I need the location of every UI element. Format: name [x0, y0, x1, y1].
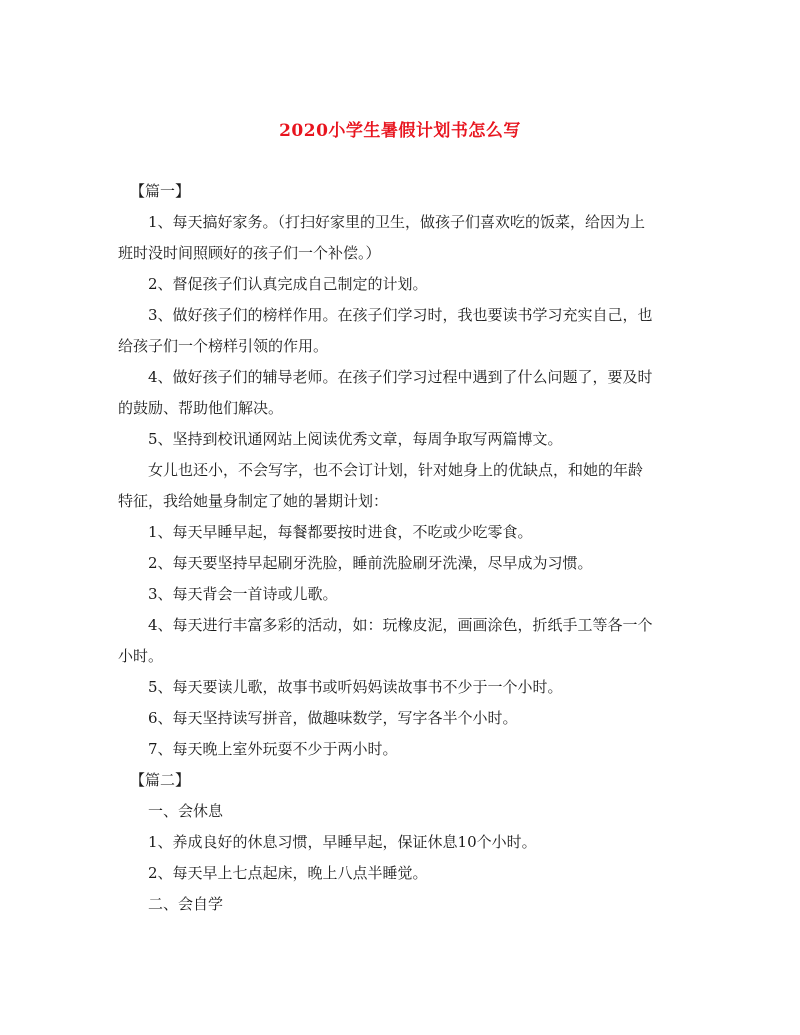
paragraph-line: 2、督促孩子们认真完成自己制定的计划。	[148, 275, 428, 293]
section-heading: 【篇二】	[130, 771, 191, 789]
paragraph-line: 4、每天进行丰富多彩的活动，如：玩橡皮泥，画画涂色，折纸手工等各一个	[148, 616, 653, 634]
paragraph-line: 班时没时间照顾好的孩子们一个补偿。）	[118, 244, 381, 262]
document-body	[118, 176, 684, 920]
paragraph-line: 女儿也还小，不会写字，也不会订计划，针对她身上的优缺点，和她的年龄	[148, 461, 644, 479]
paragraph-line: 1、每天搞好家务。（打扫好家里的卫生，做孩子们喜欢吃的饭菜，给因为上	[148, 213, 646, 231]
paragraph-line: 2、每天要坚持早起刷牙洗脸，睡前洗脸刷牙洗澡，尽早成为习惯。	[148, 554, 593, 572]
paragraph-line: 1、养成良好的休息习惯，早睡早起，保证休息10个小时。	[148, 833, 537, 851]
paragraph-line: 特征，我给她量身制定了她的暑期计划：	[118, 492, 389, 510]
paragraph-line: 的鼓励、帮助他们解决。	[118, 399, 284, 417]
paragraph-line: 2、每天早上七点起床，晚上八点半睡觉。	[148, 864, 428, 882]
paragraph-line: 一、会休息	[148, 802, 224, 820]
paragraph-line: 4、做好孩子们的辅导老师。在孩子们学习过程中遇到了什么问题了，要及时	[148, 368, 653, 386]
paragraph-line: 小时。	[118, 647, 164, 665]
paragraph-line: 给孩子们一个榜样引领的作用。	[118, 337, 329, 355]
paragraph-line: 二、会自学	[148, 895, 224, 913]
paragraph-line: 5、每天要读儿歌，故事书或听妈妈读故事书不少于一个小时。	[148, 678, 563, 696]
paragraph-line: 3、做好孩子们的榜样作用。在孩子们学习时，我也要读书学习充实自己，也	[148, 306, 653, 324]
section-heading: 【篇一】	[130, 182, 191, 200]
paragraph-line: 6、每天坚持读写拼音，做趣味数学，写字各半个小时。	[148, 709, 518, 727]
paragraph-line: 5、坚持到校讯通网站上阅读优秀文章，每周争取写两篇博文。	[148, 430, 563, 448]
paragraph-line: 7、每天晚上室外玩耍不少于两小时。	[148, 740, 398, 758]
document-title: 2020小学生暑假计划书怎么写	[279, 121, 521, 141]
paragraph-line: 3、每天背会一首诗或儿歌。	[148, 585, 338, 603]
paragraph-line: 1、每天早睡早起，每餐都要按时进食，不吃或少吃零食。	[148, 523, 533, 541]
